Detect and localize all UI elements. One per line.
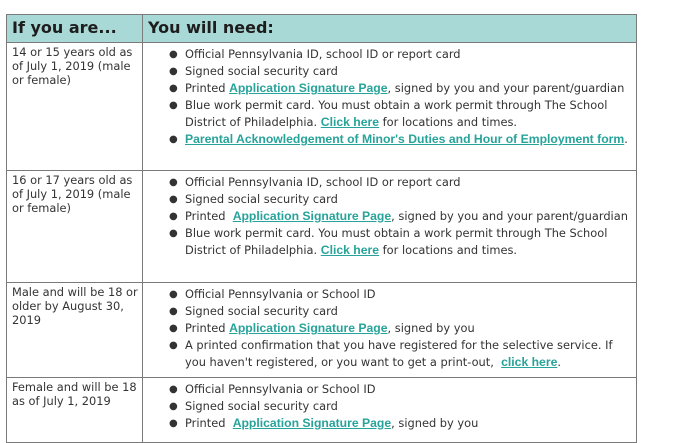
item-text: Printed — [185, 321, 230, 335]
parental-acknowledgement-link[interactable]: Parental Acknowledgement of Minor's Duties and Hour of Employment form — [185, 132, 625, 146]
item-text: Blue work permit card. You must obtain a work permit through The School District of Philadelphia. — [185, 98, 608, 129]
list-item — [169, 415, 632, 432]
bullet-icon: ● — [169, 340, 178, 351]
item-text: Signed social security card — [185, 399, 338, 413]
bullet-icon: ● — [169, 401, 178, 412]
table-row — [7, 171, 637, 283]
table-row — [7, 378, 637, 443]
list-item — [169, 63, 632, 80]
bullet-icon: ● — [169, 83, 178, 94]
list-item — [169, 286, 632, 303]
item-text: , signed by you and your parent/guardian — [387, 81, 625, 95]
item-text: Printed — [185, 81, 230, 95]
application-signature-page-link[interactable]: Application Signature Page — [232, 209, 392, 223]
requirements-cell — [143, 378, 637, 443]
item-text: A printed confirmation that you have registered for the selective service. If you haven't registered, or you want to get a print-out, — [185, 338, 617, 369]
item-text: Official Pennsylvania ID, school ID or report card — [185, 175, 461, 189]
bullet-icon: ● — [169, 134, 178, 145]
selective-service-click-here-link[interactable]: click here — [501, 355, 558, 369]
list-item — [169, 320, 632, 337]
item-text: Signed social security card — [185, 304, 338, 318]
requirements-list — [143, 43, 636, 150]
bullet-icon: ● — [169, 384, 178, 395]
eligibility-cell: 14 or 15 years old as of July 1, 2019 (male or female) — [7, 43, 143, 171]
bullet-icon: ● — [169, 289, 178, 300]
item-text: , signed by you and your parent/guardian — [391, 209, 628, 223]
bullet-icon: ● — [169, 323, 178, 334]
item-text: for locations and times. — [379, 243, 518, 257]
requirements-cell — [143, 43, 637, 171]
table-row — [7, 283, 637, 378]
list-item — [169, 381, 632, 398]
item-text: . — [557, 355, 561, 369]
list-item — [169, 131, 632, 148]
header-if-you-are: If you are... — [7, 15, 143, 43]
item-text: , signed by you — [387, 321, 475, 335]
bullet-icon: ● — [169, 177, 178, 188]
application-signature-page-link[interactable]: Application Signature Page — [229, 81, 388, 95]
eligibility-cell: 16 or 17 years old as of July 1, 2019 (male or female) — [7, 171, 143, 283]
application-signature-page-link[interactable]: Application Signature Page — [229, 321, 388, 335]
list-item — [169, 208, 632, 225]
list-item — [169, 337, 632, 371]
bullet-icon: ● — [169, 306, 178, 317]
item-text: , signed by you — [391, 416, 479, 430]
list-item — [169, 46, 632, 63]
item-text: Official Pennsylvania ID, school ID or report card — [185, 47, 461, 61]
click-here-link[interactable]: Click here — [320, 243, 380, 257]
list-item — [169, 225, 632, 259]
item-text: Official Pennsylvania or School ID — [185, 382, 376, 396]
item-text: Blue work permit card. You must obtain a work permit through The School District of Philadelphia. — [185, 226, 608, 257]
bullet-icon: ● — [169, 194, 178, 205]
item-text: for locations and times. — [379, 115, 518, 129]
item-text: Official Pennsylvania or School ID — [185, 287, 376, 301]
bullet-icon: ● — [169, 66, 178, 77]
item-text: Signed social security card — [185, 64, 338, 78]
bullet-icon: ● — [169, 49, 178, 60]
requirements-cell — [143, 171, 637, 283]
list-item — [169, 398, 632, 415]
list-item — [169, 80, 632, 97]
requirements-cell — [143, 283, 637, 378]
requirements-table — [6, 14, 637, 443]
item-text: . — [624, 132, 628, 146]
list-item — [169, 191, 632, 208]
header-you-will-need: You will need: — [143, 15, 637, 43]
list-item — [169, 97, 632, 131]
list-item — [169, 303, 632, 320]
eligibility-cell: Male and will be 18 or older by August 30, 2019 — [7, 283, 143, 378]
application-signature-page-link[interactable]: Application Signature Page — [232, 416, 392, 430]
click-here-link[interactable]: Click here — [320, 115, 380, 129]
table-row — [7, 43, 637, 171]
requirements-list — [143, 171, 636, 261]
header-row — [7, 15, 637, 43]
requirements-list — [143, 378, 636, 434]
list-item — [169, 174, 632, 191]
bullet-icon: ● — [169, 228, 178, 239]
bullet-icon: ● — [169, 100, 178, 111]
item-text: Signed social security card — [185, 192, 338, 206]
bullet-icon: ● — [169, 418, 178, 429]
item-text: Printed — [185, 416, 233, 430]
item-text: Printed — [185, 209, 233, 223]
eligibility-cell: Female and will be 18 as of July 1, 2019 — [7, 378, 143, 443]
requirements-list — [143, 283, 636, 373]
bullet-icon: ● — [169, 211, 178, 222]
